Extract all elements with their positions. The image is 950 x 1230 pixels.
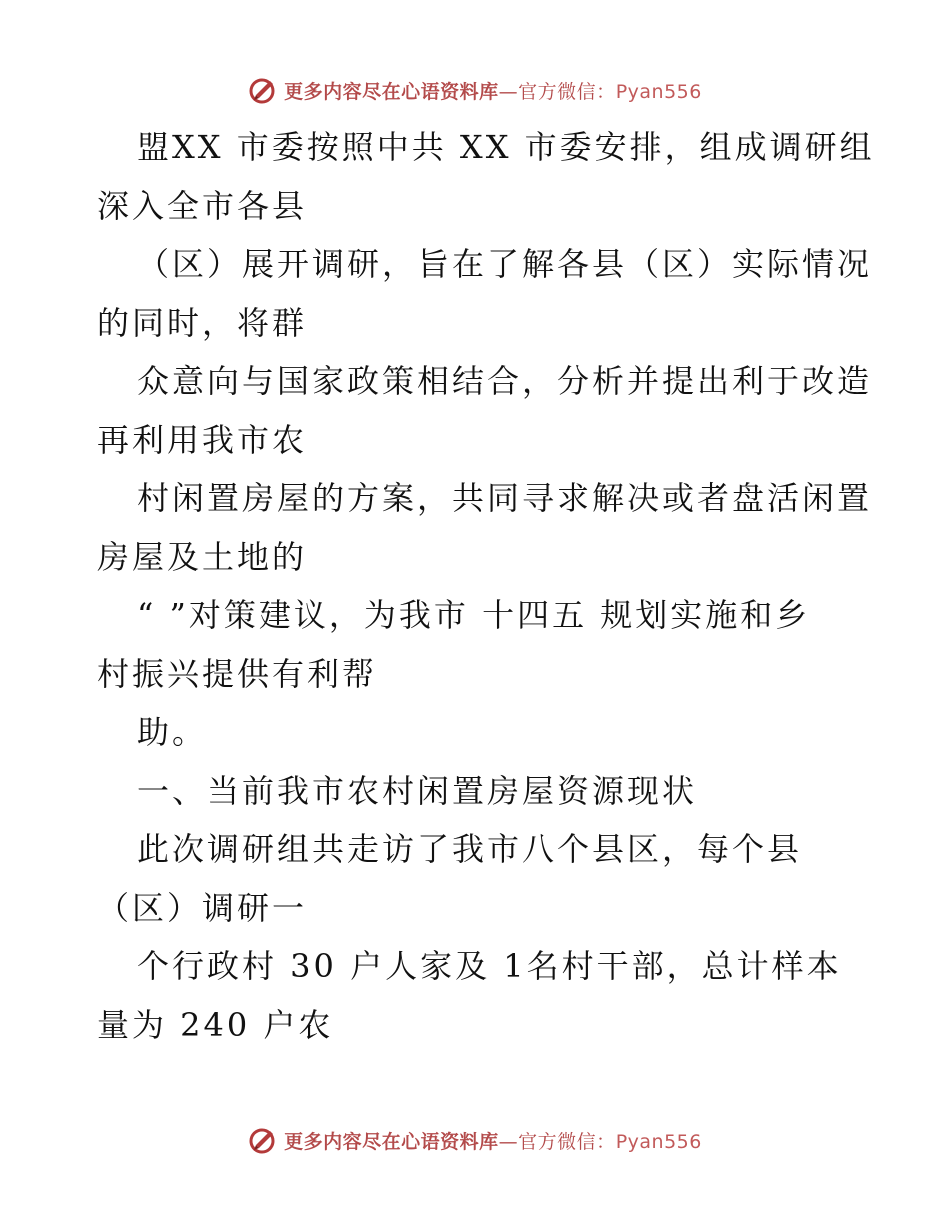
watermark-wechat-id: Pyan556: [615, 1130, 702, 1153]
document-body: [97, 118, 875, 1054]
watermark-text: [284, 77, 702, 104]
footer-watermark: [0, 1120, 950, 1160]
watermark-wechat-id: Pyan556: [615, 80, 702, 103]
paragraph-line: 盟XX 市委按照中共 XX 市委安排，组成调研组: [137, 128, 875, 166]
paragraph-line: 一、当前我市农村闲置房屋资源现状: [137, 771, 698, 810]
paragraph-line: “ ”对策建议，为我市 十四五 规划实施和乡: [137, 596, 811, 634]
pen-logo-icon: [248, 1125, 278, 1155]
paragraph-line: 众意向与国家政策相结合，分析并提出利于改造: [137, 362, 873, 400]
paragraph-line: 深入全市各县: [97, 186, 308, 225]
pen-logo-icon: [248, 75, 278, 105]
paragraph-line: 个行政村 30 户人家及 1名村干部，总计样本: [137, 947, 842, 985]
header-watermark: [0, 70, 950, 110]
watermark-wechat-label: 官方微信：: [518, 1130, 616, 1153]
watermark-separator: —: [498, 80, 519, 103]
watermark-main: 更多内容尽在心语资料库: [284, 1130, 499, 1153]
paragraph-line: 村振兴提供有利帮: [97, 654, 378, 693]
paragraph-line: 村闲置房屋的方案，共同寻求解决或者盘活闲置: [137, 479, 873, 517]
watermark-separator: —: [498, 1130, 519, 1153]
watermark-wechat-label: 官方微信：: [518, 80, 616, 103]
watermark-text: [284, 1127, 702, 1154]
paragraph-line: （区）调研一: [97, 888, 308, 927]
paragraph-line: 的同时，将群: [97, 303, 308, 342]
paragraph-line: 房屋及土地的: [97, 537, 308, 576]
paragraph-line: 助。: [137, 713, 208, 751]
paragraph-line: 量为 240 户农: [97, 1005, 334, 1044]
paragraph-line: 此次调研组共走访了我市八个县区，每个县: [137, 830, 803, 868]
paragraph-line: （区）展开调研，旨在了解各县（区）实际情况: [137, 245, 873, 283]
paragraph-line: 再利用我市农: [97, 420, 308, 459]
watermark-main: 更多内容尽在心语资料库: [284, 80, 499, 103]
